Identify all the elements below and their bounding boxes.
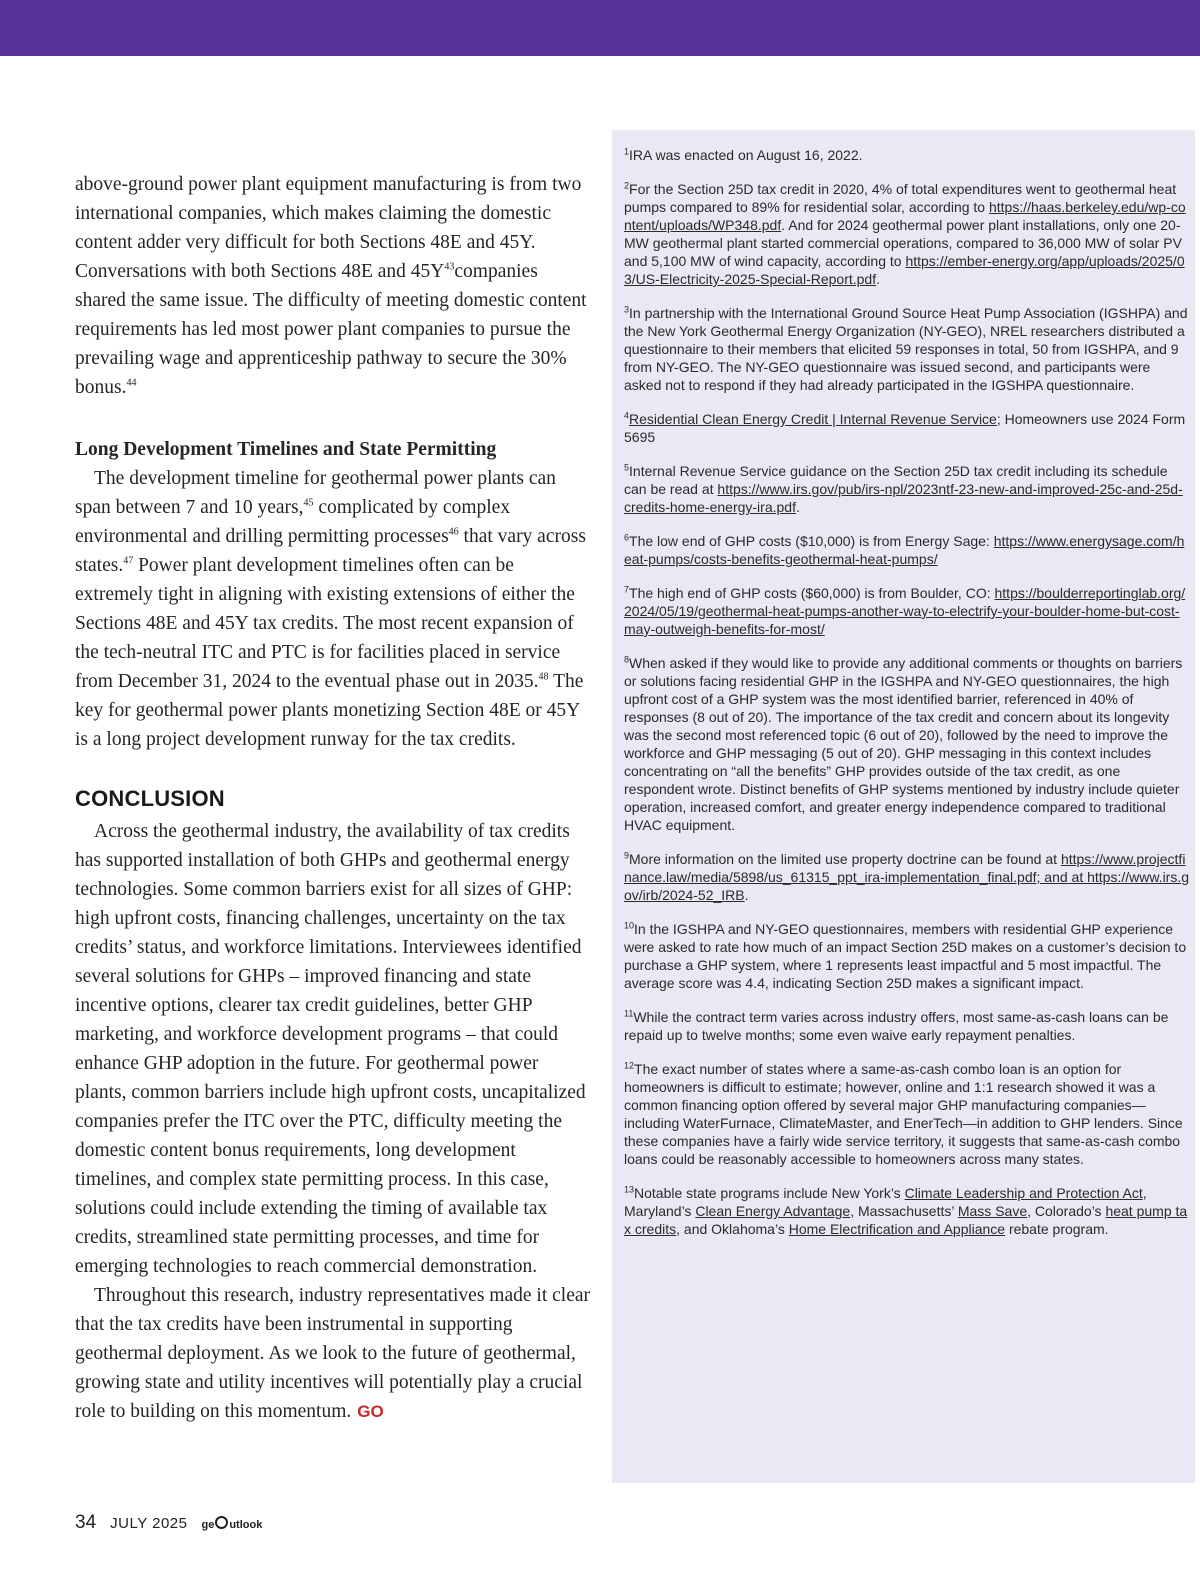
footnote-10: $^{10}$In the IGSHPA and NY-GEO questionnaires, members with residential GHP experience were asked to rate how much of an impact Section 25D makes on a customer’s decision to purchase a GHP system, where 1 represents least impactful and 5 most impactful. The average score was 4.4, indicating Section 25D makes a significant impact. — [624, 920, 1187, 991]
footnote-ref[interactable]: 44 — [126, 377, 137, 389]
footnote-5: $^5$Internal Revenue Service guidance on the Section 25D tax credit including its schedule can be read at https://www.irs.gov/pub/irs-npl/2023ntf-23-new-and-improved-25c-and-25d-credits-home-energy-ira.pdf. — [624, 462, 1183, 515]
footnote-13: $^{13}$Notable state programs include New York’s Climate Leadership and Protection Act, Maryland’s Clean Energy Advantage, Massachusetts’ Mass Save, Colorado’s heat pump tax credits, and Oklahoma’s Home Electrification and Appliance rebate program. — [624, 1184, 1188, 1237]
paragraph-timelines: The development timeline for geothermal power plants can span between 7 and 10 years,$^{45}$ complicated by complex environmental and drilling permitting processes$^{46}$ that vary across states.$^{47}$ Power plant development timelines often can be extremely tight in aligning with existing extensions of either the Sections 48E and 45Y tax credits. The most recent expansion of the tech-neutral ITC and PTC is for facilities placed in service from December 31, 2024 to the eventual phase out in 2035.48 The key for geothermal power plants monetizing Section 48E or 45Y is a long project development runway for the tax credits. — [75, 468, 586, 750]
footnote-4: $^4$Residential Clean Energy Credit | Internal Revenue Service; Homeowners use 2024 Form 5695 — [624, 410, 1186, 445]
issue-date: JULY 2025 — [110, 1515, 188, 1532]
footnote-link[interactable]: Home Electrification and Appliance — [788, 1221, 1006, 1237]
footnote-ref[interactable]: 47 — [123, 555, 134, 567]
footnote-6: $^6$The low end of GHP costs ($10,000) is from Energy Sage: https://www.energysage.com/heat-pumps/costs-benefits-geothermal-heat-pumps/ — [624, 532, 1185, 567]
footnote-link[interactable]: https://www.energysage.com/heat-pumps/costs-benefits-geothermal-heat-pumps/ — [624, 533, 1185, 567]
footnote-ref[interactable]: 48 — [538, 671, 549, 683]
footnote-link[interactable]: Residential Clean Energy Credit | Internal Revenue Service — [629, 411, 997, 427]
footnote-ref[interactable]: 46 — [448, 526, 459, 538]
end-mark: GO — [357, 1402, 384, 1421]
footnote-link[interactable]: https://ember-energy.org/app/uploads/2025/03/US-Electricity-2025-Special-Report.pdf — [624, 253, 1185, 287]
footnote-link[interactable]: Mass Save — [957, 1203, 1028, 1219]
subheading-timelines: Long Development Timelines and State Permitting — [75, 439, 497, 460]
paragraph-domestic-content: above-ground power plant equipment manufacturing is from two international companies, which makes claiming the domestic content adder very difficult for both Sections 48E and 45Y. Conversations with both Sections 48E and $45Y^{43}companies$ shared the same issue. The difficulty of meeting domestic content requirements has led most power plant companies to pursue the prevailing wage and apprenticeship pathway to secure the 30% bonus.$^{44}$ — [75, 174, 587, 398]
footnote-12: $^{12}$The exact number of states where a same-as-cash combo loan is an option for homeowners is difficult to estimate; however, online and 1:1 research showed it was a common financing option offered by several major GHP manufacturing companies—including WaterFurnace, ClimateMaster, and EnerTech—in addition to GHP lenders. Since these companies have a fairly wide service territory, it suggests that same-as-cash combo loans could be reasonably accessible to homeowners across many states. — [624, 1060, 1183, 1167]
footnote-link[interactable]: heat pump tax credits — [624, 1203, 1188, 1237]
footnote-link[interactable]: https://boulderreportinglab.org/2024/05/19/geothermal-heat-pumps-another-way-to-electrify-your-boulder-home-but-cost-may-outweigh-benefits-for-most/ — [624, 585, 1186, 637]
footnote-link[interactable]: Climate Leadership and Protection Act — [904, 1185, 1143, 1201]
conclusion-heading: CONCLUSION — [75, 786, 225, 811]
footnote-link[interactable]: https://haas.berkeley.edu/wp-content/uploads/WP348.pdf — [624, 199, 1186, 233]
footnote-2: $^2$For the Section 25D tax credit in 2020, 4% of total expenditures went to geothermal heat pumps compared to 89% for residential solar, according to https://haas.berkeley.edu/wp-content/uploads/WP348.pdf. And for 2024 geothermal power plant installations, only one 20-MW geothermal plant started commercial operations, compared to 36,000 MW of solar PV and 5,100 MW of wind capacity, according to https://ember-energy.org/app/uploads/2025/03/US-Electricity-2025-Special-Report.pdf. — [624, 180, 1186, 287]
article-body — [75, 170, 590, 1426]
geo-outlook-logo: ge utlook — [201, 1516, 262, 1531]
footnotes-panel — [612, 130, 1195, 1483]
footnote-9: $^9$More information on the limited use property doctrine can be found at https://www.projectfinance.law/media/5898/us_61315_ppt_ira-implementation_final.pdf; and at https://www.irs.gov/irb/2024-52_IRB. — [624, 850, 1190, 903]
footnote-1: $^1$IRA was enacted on August 16, 2022. — [624, 146, 863, 163]
footnote-link[interactable]: https://www.irs.gov/pub/irs-npl/2023ntf-23-new-and-improved-25c-and-25d-credits-home-energy-ira.pdf — [624, 481, 1183, 515]
page-footer — [75, 1512, 262, 1536]
logo-ring-icon — [215, 1516, 228, 1529]
paragraph-conclusion: Across the geothermal industry, the availability of tax credits has supported installation of both GHPs and geothermal energy technologies. Some common barriers exist for all sizes of GHP: high upfront costs, financing challenges, uncertainty on the tax credits’ status, and workforce limitations. Interviewees identified several solutions for GHPs – improved financing and state incentive options, clearer tax credit guidelines, better GHP marketing, and workforce development programs – that could enhance GHP adoption in the future. For geothermal power plants, common barriers include high upfront costs, uncapitalized companies prefer the ITC over the PTC, difficulty meeting the domestic content bonus requirements, long development timelines, and complex state permitting process. In this case, solutions could include extending the timing of available tax credits, streamlined state permitting processes, and time for emerging technologies to reach commercial demonstration. — [75, 821, 586, 1277]
footnote-ref[interactable]: 45 — [303, 497, 314, 509]
top-color-bar — [0, 0, 1200, 56]
footnote-11: $^{11}$While the contract term varies across industry offers, most same-as-cash loans can be repaid up to twelve months; some even waive early repayment penalties. — [624, 1008, 1169, 1043]
footnote-3: $^3$In partnership with the International Ground Source Heat Pump Association (IGSHPA) and the New York Geothermal Energy Organization (NY-GEO), NREL researchers distributed a questionnaire to their members that elicited 59 responses in total, 50 from IGSHPA, and 9 from NY-GEO. The NY-GEO questionnaire was issued second, and participants were asked not to respond if they had already participated in the IGSHPA questionnaire. — [624, 304, 1188, 393]
footnote-link[interactable]: https://www.projectfinance.law/media/5898/us_61315_ppt_ira-implementation_final.pdf; and at https://www.irs.gov/irb/2024-52_IRB — [624, 851, 1190, 903]
footnote-8: $^8$When asked if they would like to provide any additional comments or thoughts on barriers or solutions facing residential GHP in the IGSHPA and NY-GEO questionnaires, the high upfront cost of a GHP system was the most identified barrier, referenced in 40% of responses (8 out of 20). The importance of the tax credit and concern about its longevity was the second most referenced topic (6 out of 20), followed by the need to improve the workforce and GHP messaging (5 out of 20). GHP messaging in this context includes concentrating on “all the benefits” GHP provides outside of the tax credit, as one respondent wrote. Distinct benefits of GHP systems mentioned by industry include quieter operation, increased comfort, and greater energy independence compared to traditional HVAC equipment. — [624, 654, 1183, 833]
footnote-ref[interactable]: 43 — [444, 261, 455, 273]
footnote-link[interactable]: Clean Energy Advantage — [695, 1203, 851, 1219]
paragraph-closing: Throughout this research, industry representatives made it clear that the tax credits have been instrumental in supporting geothermal deployment. As we look to the future of geothermal, growing state and utility incentives will potentially play a crucial role to building on this momentum. GO — [75, 1285, 590, 1422]
page-number: 34 — [75, 1512, 97, 1533]
footnote-7: $^7$The high end of GHP costs ($60,000) is from Boulder, CO: https://boulderreportinglab.org/2024/05/19/geothermal-heat-pumps-another-way-to-electrify-your-boulder-home-but-cost-may-outweigh-benefits-for-most/ — [624, 584, 1186, 637]
